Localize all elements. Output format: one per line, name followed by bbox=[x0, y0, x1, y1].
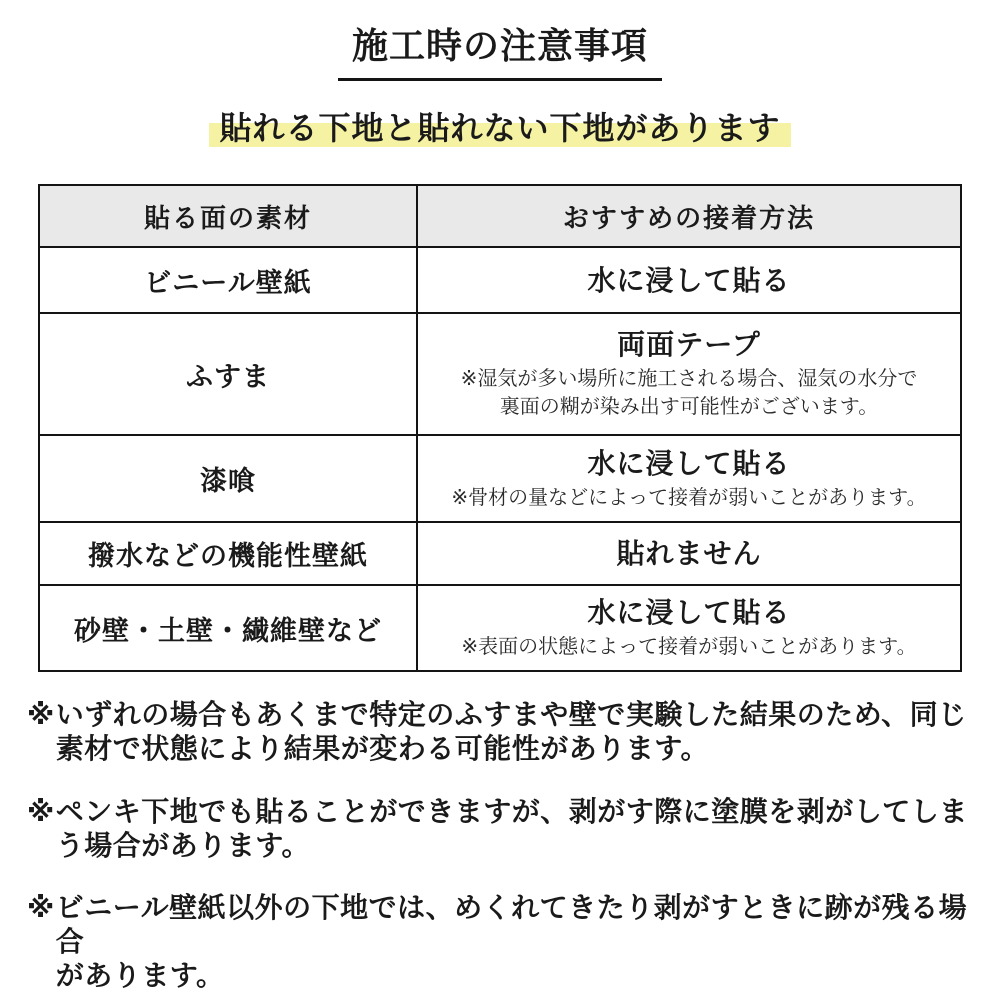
footnote-text bbox=[56, 795, 973, 863]
highlighted-subtitle: 貼れる下地と貼れない下地があります bbox=[209, 108, 790, 148]
footnote-item bbox=[27, 891, 973, 993]
subtitle-row bbox=[0, 108, 1000, 148]
method-note bbox=[424, 484, 954, 512]
method-main: 水に浸して貼る bbox=[587, 597, 791, 629]
substrate-adhesion-table bbox=[38, 184, 962, 672]
material-cell: 撥水などの機能性壁紙 bbox=[39, 522, 417, 585]
material-cell: ビニール壁紙 bbox=[39, 247, 417, 313]
footnote-text bbox=[56, 891, 973, 993]
method-note bbox=[424, 633, 954, 661]
footnote-marker: ※ bbox=[27, 699, 55, 731]
method-cell bbox=[417, 313, 961, 435]
method-note-line: ※表面の状態によって接着が弱いことがあります。 bbox=[461, 636, 917, 659]
material-cell: ふすま bbox=[39, 313, 417, 435]
footnotes-section bbox=[27, 698, 973, 993]
method-main: 両面テープ bbox=[617, 329, 761, 361]
table-row bbox=[39, 313, 961, 435]
footnote-item bbox=[27, 795, 973, 863]
col-header-material: 貼る面の素材 bbox=[39, 185, 417, 247]
footnote-line: 素材で状態により結果が変わる可能性があります。 bbox=[55, 733, 709, 765]
table-row bbox=[39, 247, 961, 313]
footnote-line: う場合があります。 bbox=[55, 829, 310, 861]
method-note-line: ※骨材の量などによって接着が弱いことがあります。 bbox=[451, 486, 927, 509]
page-title: 施工時の注意事項 bbox=[351, 25, 648, 66]
footnote-line: があります。 bbox=[55, 960, 225, 992]
footnote-marker: ※ bbox=[27, 795, 55, 827]
method-main: 貼れません bbox=[616, 538, 762, 570]
footnote-item bbox=[27, 698, 973, 766]
footnote-line: いずれの場合もあくまで特定のふすまや壁で実験した結果のため、同じ bbox=[55, 699, 967, 731]
method-note-line: 裏面の糊が染み出す可能性がございます。 bbox=[499, 396, 879, 419]
col-header-method: おすすめの接着方法 bbox=[417, 185, 961, 247]
material-cell: 漆喰 bbox=[39, 435, 417, 522]
table-header-row bbox=[39, 185, 961, 247]
title-underline bbox=[338, 78, 662, 81]
method-note-line: ※湿気が多い場所に施工される場合、湿気の水分で bbox=[460, 368, 918, 391]
method-cell bbox=[417, 435, 961, 522]
method-cell bbox=[417, 247, 961, 313]
method-note bbox=[424, 365, 954, 421]
material-cell: 砂壁・土壁・繊維壁など bbox=[39, 585, 417, 671]
footnote-text bbox=[56, 698, 973, 766]
table-row bbox=[39, 435, 961, 522]
method-cell bbox=[417, 585, 961, 671]
method-main: 水に浸して貼る bbox=[587, 264, 791, 296]
table-row bbox=[39, 522, 961, 585]
footnote-line: ビニール壁紙以外の下地では、めくれてきたり剥がすときに跡が残る場合 bbox=[55, 891, 968, 957]
footnote-line: ペンキ下地でも貼ることができますが、剥がす際に塗膜を剥がしてしま bbox=[55, 795, 968, 827]
method-cell bbox=[417, 522, 961, 585]
method-main: 水に浸して貼る bbox=[587, 447, 791, 479]
table-row bbox=[39, 585, 961, 671]
footnote-marker: ※ bbox=[27, 891, 55, 923]
